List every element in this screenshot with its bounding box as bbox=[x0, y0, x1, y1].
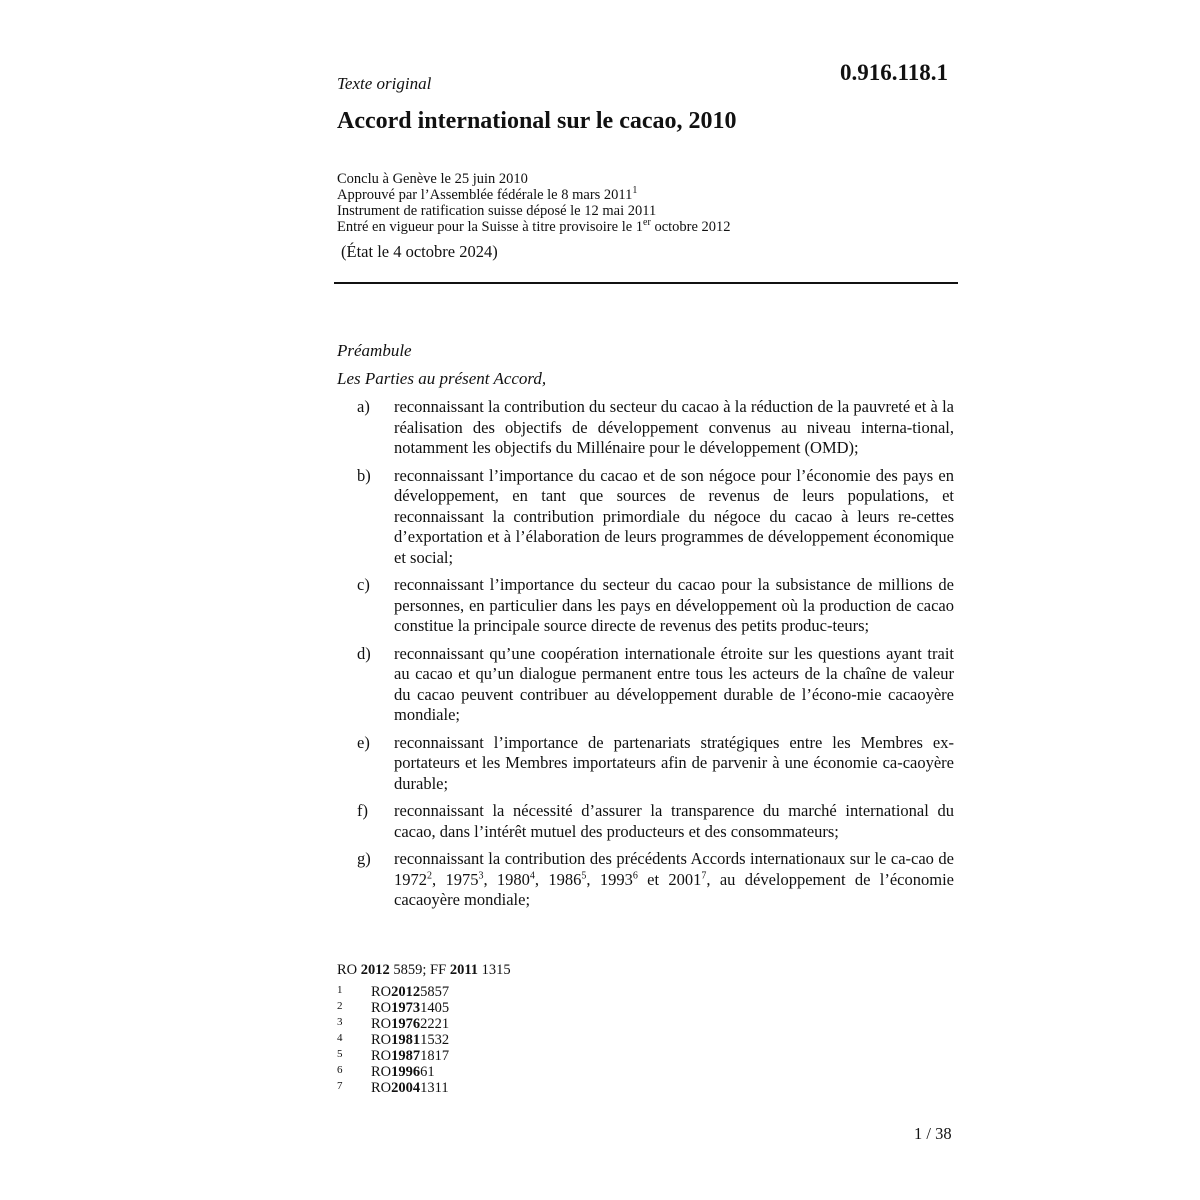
document-number: 0.916.118.1 bbox=[840, 60, 948, 85]
footnote-number: 3 bbox=[337, 1016, 343, 1028]
footnote-ref[interactable]: 6 bbox=[632, 870, 638, 881]
footnote-number: 4 bbox=[337, 1032, 343, 1044]
parties-intro: Les Parties au présent Accord, bbox=[337, 369, 547, 388]
official-references: RO 2012 5859; FF 2011 1315 bbox=[337, 962, 511, 978]
footnote: 7 RO 2004 1311 bbox=[337, 1080, 449, 1096]
footnote: 5 RO 1987 1817 bbox=[337, 1048, 450, 1064]
item-text: reconnaissant la contribution des précédents Accords internationaux sur le ca-cao de 1972$^2$, 1975$^3$, 1980$^4$, 1986$^5$, 1993$^6$ et 2001$^7$, au développement de l’économie cacaoyère mondiale; bbox=[394, 849, 954, 909]
footnotes bbox=[337, 984, 449, 1096]
item-label: d) bbox=[357, 643, 371, 663]
item-text: reconnaissant l’importance du cacao et de son négoce pour l’économie des pays en développement, en tant que sources de revenus de leurs populations, et reconnaissant la contribution primordiale du négoce du cacao à leurs re-cettes d’exportation et à l’élaboration de leurs programmes de développement économique et social; bbox=[394, 465, 954, 567]
document-title: Accord international sur le cacao, 2010 bbox=[337, 108, 737, 134]
item-label: e) bbox=[357, 732, 370, 752]
header-divider bbox=[334, 282, 958, 284]
footnote-number: 6 bbox=[337, 1064, 343, 1076]
item-text: reconnaissant la contribution du secteur du cacao à la réduction de la pauvreté et à la réalisation des objectifs de développement convenus au niveau interna-tional, notamment les objectifs du Millénaire pour le développement (OMD); bbox=[394, 397, 954, 457]
item-label: b) bbox=[357, 465, 371, 485]
footnote: 4 RO 1981 1532 bbox=[337, 1032, 450, 1048]
footnote: 3 RO 1976 2221 bbox=[337, 1016, 450, 1032]
footnote-number: 5 bbox=[337, 1048, 343, 1060]
preamble-item bbox=[357, 849, 954, 911]
preamble-list bbox=[357, 397, 954, 918]
preamble-item bbox=[357, 397, 954, 459]
page-number: 1 / 38 bbox=[914, 1124, 952, 1143]
footnote-ref[interactable]: 2 bbox=[427, 870, 432, 881]
footnote: 6 RO 1996 61 bbox=[337, 1064, 435, 1080]
item-text: reconnaissant l’importance de partenariats stratégiques entre les Membres ex-portateurs et les Membres importateurs afin de parvenir à une économie ca-caoyère durable; bbox=[394, 732, 954, 793]
item-label: a) bbox=[357, 397, 370, 416]
preamble-item bbox=[357, 733, 954, 795]
footnote-ref[interactable]: 4 bbox=[529, 870, 535, 881]
preamble-item bbox=[357, 644, 954, 726]
footnote-ref[interactable]: 3 bbox=[478, 870, 484, 881]
ratification-line: Instrument de ratification suisse déposé le 12 mai 2011 bbox=[337, 203, 657, 219]
footnote: 1 RO 2012 5857 bbox=[337, 984, 450, 1000]
footnote-ref[interactable]: 1 bbox=[632, 185, 638, 197]
item-text: reconnaissant qu’une coopération internationale étroite sur les questions ayant trait au cacao et qu’un dialogue permanent entre tous les acteurs de la chaîne de valeur du cacao peuvent contribuer au développement durable de l’écono-mie cacaoyère mondiale; bbox=[394, 643, 954, 724]
item-label: g) bbox=[357, 849, 371, 868]
original-text-label: Texte original bbox=[337, 74, 432, 93]
footnote-number: 1 bbox=[337, 984, 343, 996]
footnote-ref[interactable]: 5 bbox=[581, 870, 587, 881]
concluded-line: Conclu à Genève le 25 juin 2010 bbox=[337, 171, 528, 187]
state-date: (État le 4 octobre 2024) bbox=[341, 242, 498, 261]
item-label: c) bbox=[357, 575, 370, 594]
document-metadata bbox=[337, 171, 731, 235]
entry-into-force-line: Entré en vigueur pour la Suisse à titre provisoire le 1er octobre 2012 bbox=[337, 217, 731, 235]
item-text: reconnaissant la nécessité d’assurer la transparence du marché international du cacao, dans l’intérêt mutuel des producteurs et des consommateurs; bbox=[394, 801, 954, 841]
footnote-ref[interactable]: 7 bbox=[701, 870, 707, 881]
footnote-number: 7 bbox=[337, 1080, 343, 1092]
item-text: reconnaissant l’importance du secteur du cacao pour la subsistance de millions de personnes, en particulier dans les pays en développement où la production de cacao constitue la principale source directe de revenus des petits produc-teurs; bbox=[394, 575, 954, 635]
preamble-heading: Préambule bbox=[337, 341, 412, 360]
footnote: 2 RO 1973 1405 bbox=[337, 1000, 450, 1016]
preamble-item bbox=[357, 575, 954, 637]
approved-line: Approuvé par l’Assemblée fédérale le 8 mars 2011$^1$ bbox=[337, 185, 638, 203]
footnote-number: 2 bbox=[337, 1000, 343, 1012]
preamble-item bbox=[357, 466, 954, 569]
item-label: f) bbox=[357, 801, 368, 820]
preamble-item bbox=[357, 801, 954, 842]
